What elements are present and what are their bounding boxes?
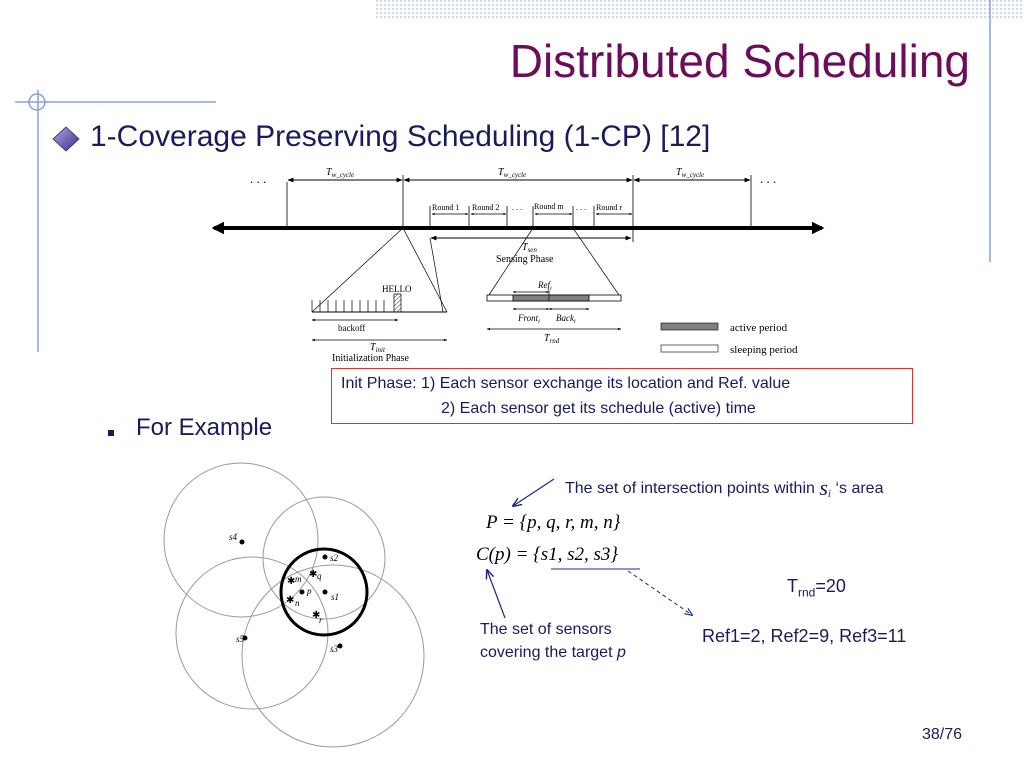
label-s4: s4 (229, 532, 238, 542)
intersection-arrow (513, 479, 554, 506)
t-rnd-label: $T_{rnd}$ (544, 333, 560, 345)
label-q: q (317, 571, 322, 581)
legend-active-label: active period (730, 322, 788, 334)
sub-bullet-text: For Example (136, 414, 273, 441)
svg-text:✱: ✱ (287, 576, 296, 587)
round-dots-2: . . . (576, 203, 586, 212)
legend-sleeping-label: sleeping period (730, 344, 798, 356)
label-s3: s3 (330, 644, 339, 654)
round-label-1: Round 1 (432, 203, 460, 212)
ellipsis-left: . . . (250, 171, 267, 186)
label-s5: s5 (236, 634, 245, 644)
sensing-phase-label: Sensing Phase (496, 254, 554, 265)
round-label-m: Round m (534, 202, 564, 211)
ref-dashed-arrow (628, 571, 692, 615)
sensors-note: The set of sensors covering the target p (480, 621, 626, 661)
svg-text:✱: ✱ (286, 595, 295, 606)
initialization-phase-label: Initialization Phase (332, 353, 409, 364)
page-number: 38/76 (921, 726, 962, 743)
label-n: n (295, 598, 300, 608)
ellipsis-right: . . . (760, 171, 777, 186)
t-init-label: $T_{init}$ (370, 342, 385, 354)
c-set-formula: C(p) = {s1, s2, s3} (476, 544, 619, 565)
round-label-2: Round 2 (472, 203, 500, 212)
back-label: Back$_i$ (556, 313, 576, 325)
cycle-label-3: $T_{w\_cycle}$ (676, 167, 705, 179)
front-label: Front$_i$ (518, 313, 540, 325)
round-dots-1: . . . (512, 203, 522, 212)
t-sen-label: $T_{sen}$ (522, 242, 537, 254)
svg-text:✱: ✱ (312, 610, 321, 621)
intersection-note: The set of intersection points within $s_i$ ‘s area (565, 475, 884, 501)
init-phase-line-2: 2) Each sensor get its schedule (active) time (441, 400, 756, 417)
label-p: p (307, 586, 312, 596)
label-r: r (319, 615, 323, 625)
svg-text:✱: ✱ (309, 569, 318, 580)
p-set-formula: P = {p, q, r, m, n} (486, 512, 621, 533)
main-bullet-text: 1-Coverage Preserving Scheduling (1-CP) [12] (90, 120, 711, 153)
sensors-arrow (487, 570, 505, 618)
label-s1: s1 (331, 592, 340, 602)
hello-label: HELLO (382, 284, 412, 294)
ref-label: Ref$_i$ (538, 280, 552, 292)
cycle-label-1: $T_{w\_cycle}$ (326, 167, 355, 179)
trnd-value: $T_{rnd}=20$ (787, 576, 846, 600)
round-label-r: Round r (596, 203, 622, 212)
cycle-label-2: $T_{w\_cycle}$ (498, 167, 527, 179)
backoff-label: backoff (338, 323, 366, 333)
label-s2: s2 (330, 553, 339, 563)
ref-values: Ref1=2, Ref2=9, Ref3=11 (702, 626, 907, 646)
slide-title: Distributed Scheduling (509, 35, 970, 87)
init-phase-line-1: Init Phase: 1) Each sensor exchange its location and Ref. value (341, 375, 791, 392)
label-m: m (295, 574, 302, 584)
